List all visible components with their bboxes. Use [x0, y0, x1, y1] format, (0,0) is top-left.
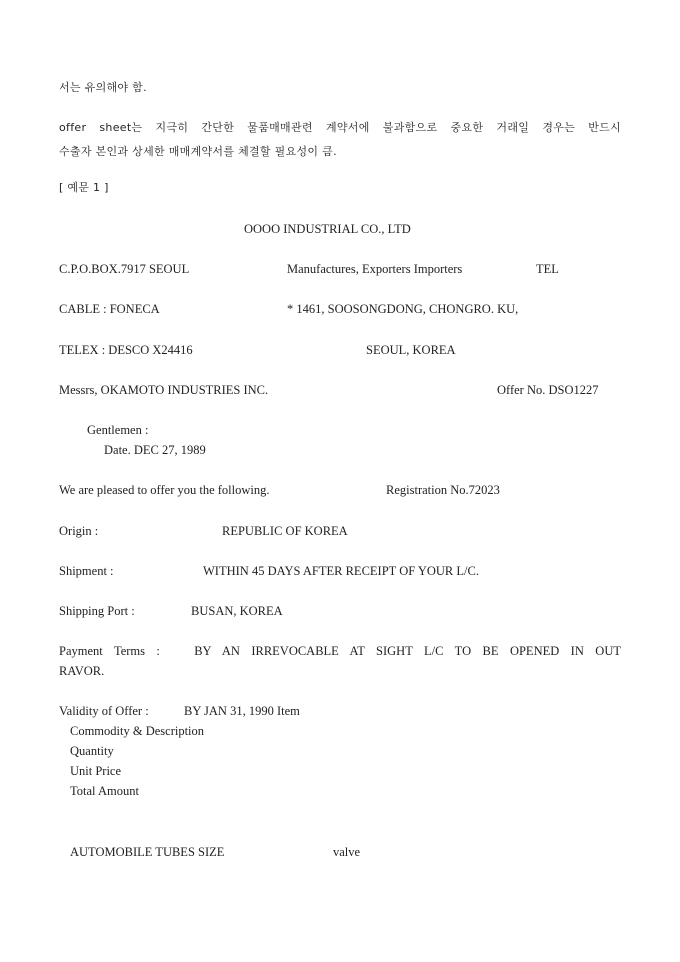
- opening-sentence: We are pleased to offer you the following.: [59, 483, 270, 497]
- validity-label: Validity of Offer :: [59, 704, 149, 718]
- offer-number: Offer No. DSO1227: [497, 383, 599, 397]
- tel-label: TEL: [536, 262, 559, 276]
- item-valve: valve: [333, 845, 361, 859]
- po-box: C.P.O.BOX.7917 SEOUL: [59, 262, 190, 276]
- registration-number: Registration No.72023: [386, 483, 500, 497]
- intro-line-3: 수출자 본인과 상세한 매매계약서를 체결할 필요성이 큼.: [59, 145, 337, 158]
- shipping-port-label: Shipping Port :: [59, 604, 135, 618]
- origin-label: Origin :: [59, 524, 99, 538]
- company-name: OOOO INDUSTRIAL CO., LTD: [244, 222, 411, 236]
- street-address: * 1461, SOOSONGDONG, CHONGRO. KU,: [287, 302, 519, 316]
- shipment-label: Shipment :: [59, 564, 114, 578]
- addressee: Messrs, OKAMOTO INDUSTRIES INC.: [59, 383, 269, 397]
- telex-number: TELEX : DESCO X24416: [59, 343, 193, 357]
- column-unit-price: Unit Price: [70, 764, 122, 778]
- payment-terms-line-1: Payment Terms : BY AN IRREVOCABLE AT SIGHT L/C TO BE OPENED IN OUT: [59, 644, 621, 658]
- intro-line-1: 서는 유의해야 함.: [59, 81, 147, 94]
- business-type: Manufactures, Exporters Importers: [287, 262, 463, 276]
- validity-value: BY JAN 31, 1990 Item: [184, 704, 300, 718]
- column-total-amount: Total Amount: [70, 784, 139, 798]
- intro-line-2: offer sheet는 지극히 간단한 물품매매관련 계약서에 불과함으로 중요한 거래일 경우는 반드시: [59, 121, 621, 134]
- origin-value: REPUBLIC OF KOREA: [222, 524, 348, 538]
- city-country: SEOUL, KOREA: [366, 343, 456, 357]
- payment-terms-line-2: RAVOR.: [59, 664, 105, 678]
- salutation: Gentlemen :: [87, 423, 149, 437]
- offer-date: Date. DEC 27, 1989: [104, 443, 206, 457]
- shipping-port-value: BUSAN, KOREA: [191, 604, 283, 618]
- example-label: [ 예문 1 ]: [59, 181, 109, 194]
- item-name: AUTOMOBILE TUBES SIZE: [70, 845, 225, 859]
- cable-address: CABLE : FONECA: [59, 302, 160, 316]
- column-commodity: Commodity & Description: [70, 724, 205, 738]
- column-quantity: Quantity: [70, 744, 114, 758]
- shipment-value: WITHIN 45 DAYS AFTER RECEIPT OF YOUR L/C.: [203, 564, 479, 578]
